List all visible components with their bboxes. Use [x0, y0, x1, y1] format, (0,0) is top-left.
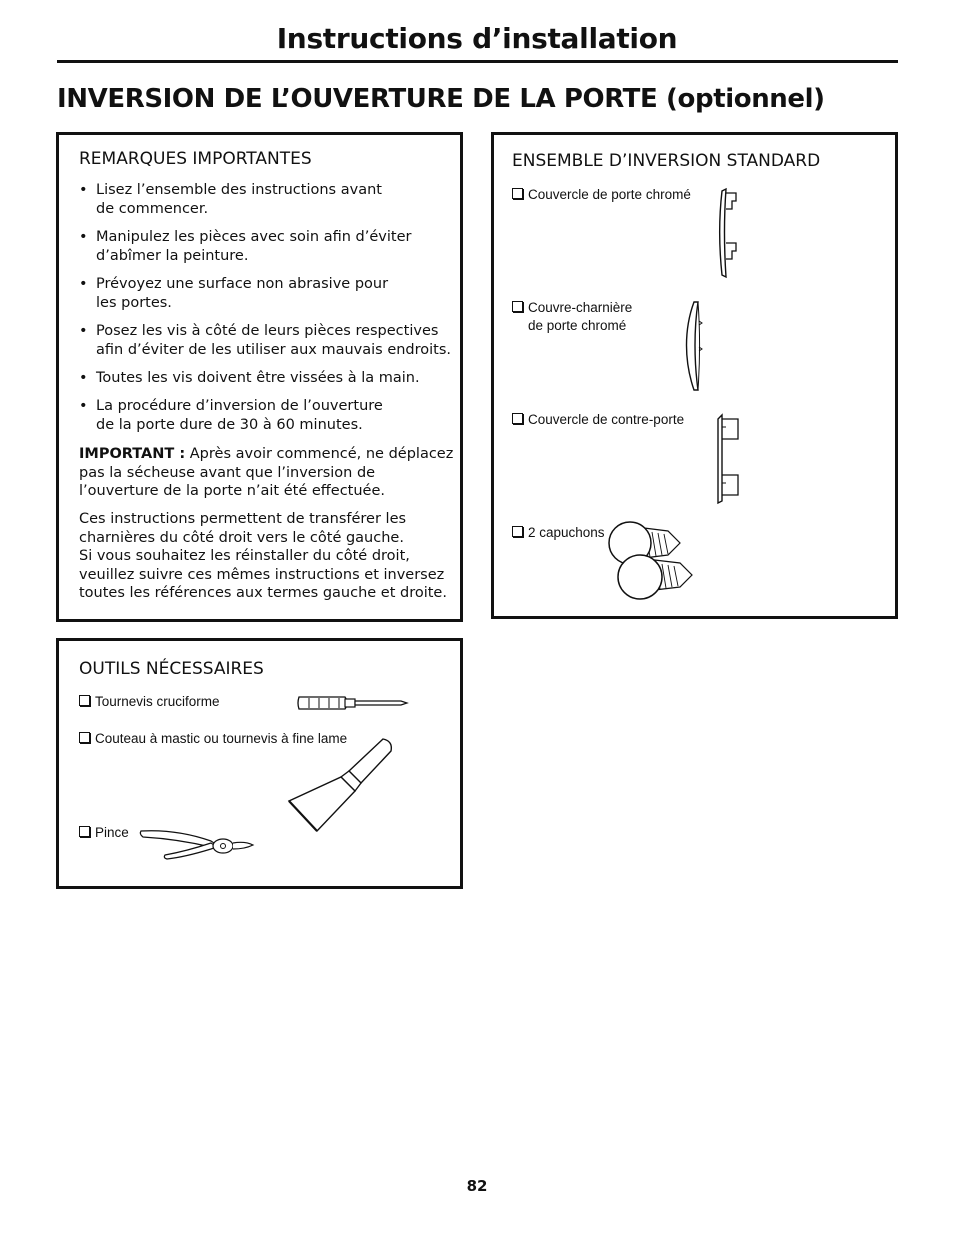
tool-item-putty-knife: Couteau à mastic ou tournevis à fine lame	[79, 730, 347, 748]
important-text: Après avoir commencé, ne déplacez pas la sécheuse avant que l’inversion de l’ouverture de la porte n’ait été effectuée.	[79, 446, 454, 499]
section-title: INVERSION DE L’OUVERTURE DE LA PORTE (optionnel)	[57, 84, 825, 114]
tool-item-pliers: Pince	[79, 824, 129, 842]
important-notes-box	[56, 132, 463, 622]
caps-illustration	[606, 517, 706, 605]
checkbox-icon	[79, 695, 90, 706]
note-bullet: • Manipulez les pièces avec soin afin d’éviter d’abîmer la peinture.	[79, 228, 459, 266]
note-bullet: • Prévoyez une surface non abrasive pour les portes.	[79, 275, 459, 313]
checkbox-icon	[512, 413, 523, 424]
important-label: IMPORTANT :	[79, 446, 186, 462]
kit-heading: ENSEMBLE D’INVERSION STANDARD	[512, 151, 821, 171]
tool-item-phillips-screwdriver: Tournevis cruciforme	[79, 693, 220, 711]
checkbox-icon	[79, 826, 90, 837]
checkbox-icon	[512, 188, 523, 199]
kit-item-caps: 2 capuchons	[512, 524, 605, 542]
checkbox-icon	[512, 301, 523, 312]
door-cover-illustration	[716, 187, 746, 279]
note-bullet: • Toutes les vis doivent être vissées à la main.	[79, 369, 459, 388]
notes-bullet-list	[79, 181, 459, 444]
required-tools-box	[56, 638, 463, 889]
note-bullet: • La procédure d’inversion de l’ouverture de la porte dure de 30 à 60 minutes.	[79, 397, 459, 435]
screwdriver-illustration	[295, 691, 413, 715]
header-rule	[57, 60, 898, 63]
inner-door-cover-illustration	[712, 413, 746, 505]
checkbox-icon	[79, 732, 90, 743]
checkbox-icon	[512, 526, 523, 537]
transfer-paragraph: Ces instructions permettent de transférer les charnières du côté droit vers le côté gauche. Si vous souhaitez les réinstaller du côté droit, veuillez suivre ces mêmes instructions et inversez toutes les références aux termes gauche et droite.	[79, 511, 447, 601]
tools-heading: OUTILS NÉCESSAIRES	[79, 659, 264, 679]
kit-item-door-cover: Couvercle de porte chromé	[512, 186, 691, 204]
important-paragraph	[79, 445, 459, 501]
notes-heading: REMARQUES IMPORTANTES	[79, 149, 312, 169]
kit-item-inner-door-cover: Couvercle de contre-porte	[512, 411, 684, 429]
pliers-illustration	[137, 827, 257, 863]
hinge-cover-illustration	[682, 299, 708, 393]
note-bullet: • Lisez l’ensemble des instructions avant de commencer.	[79, 181, 459, 219]
putty-knife-illustration	[287, 735, 397, 835]
reversal-kit-box	[491, 132, 898, 619]
page-number: 82	[466, 1177, 488, 1195]
kit-item-hinge-cover: Couvre-charnière de porte chromé	[512, 299, 632, 335]
note-bullet: • Posez les vis à côté de leurs pièces respectives afin d’éviter de les utiliser aux mauvais endroits.	[79, 322, 459, 360]
page-header-title: Instructions d’installation	[276, 22, 678, 55]
